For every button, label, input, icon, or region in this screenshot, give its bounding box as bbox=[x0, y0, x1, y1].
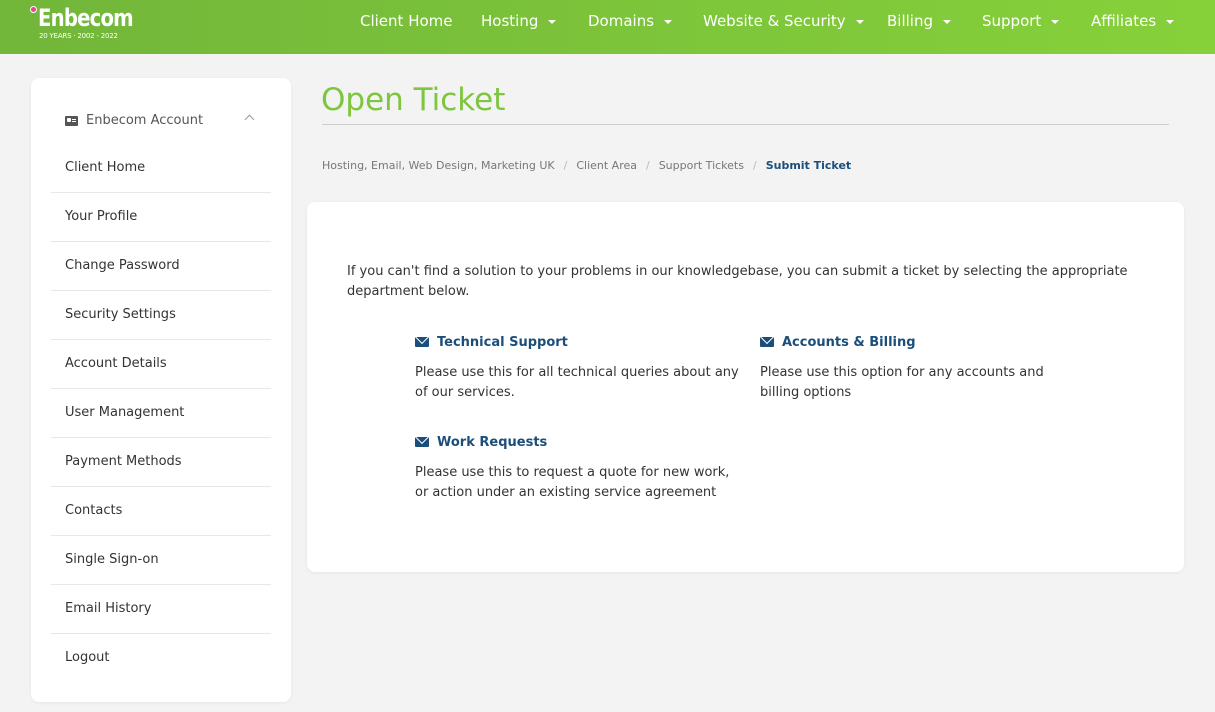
top-navbar bbox=[0, 0, 1215, 54]
logo-name: Enbecom bbox=[38, 4, 133, 32]
sidebar-item-your-profile[interactable]: Your Profile bbox=[51, 193, 271, 242]
nav-domains[interactable] bbox=[588, 12, 672, 30]
nav-label: Affiliates bbox=[1091, 12, 1157, 30]
envelope-icon bbox=[760, 337, 774, 347]
logo-tagline: 20 YEARS · 2002 - 2022 bbox=[39, 32, 118, 40]
id-card-icon bbox=[65, 116, 78, 126]
nav-label: Domains bbox=[588, 12, 655, 30]
department-description: Please use this option for any accounts and billing options bbox=[760, 365, 1044, 400]
sidebar-item-client-home[interactable]: Client Home bbox=[51, 144, 271, 193]
nav-billing[interactable] bbox=[887, 12, 951, 30]
caret-down-icon bbox=[1051, 20, 1059, 24]
department-description: Please use this for all technical queries about any of our services. bbox=[415, 365, 739, 400]
nav-label: Website & Security bbox=[703, 12, 846, 30]
department-name: Accounts & Billing bbox=[782, 334, 916, 350]
sidebar-item-contacts[interactable]: Contacts bbox=[51, 487, 271, 536]
sidebar-item-change-password[interactable]: Change Password bbox=[51, 242, 271, 291]
caret-down-icon bbox=[943, 20, 951, 24]
sidebar-item-payment-methods[interactable]: Payment Methods bbox=[51, 438, 271, 487]
chevron-up-icon[interactable] bbox=[245, 115, 255, 125]
department-panel bbox=[307, 202, 1184, 572]
breadcrumb-item-client-area[interactable]: Client Area bbox=[576, 159, 637, 172]
sidebar-heading[interactable] bbox=[65, 113, 203, 128]
caret-down-icon bbox=[1166, 20, 1174, 24]
nav-label: Client Home bbox=[360, 12, 453, 30]
breadcrumb-separator: / bbox=[563, 159, 568, 172]
department-work-requests bbox=[415, 433, 745, 503]
nav-affiliates[interactable] bbox=[1091, 12, 1174, 30]
department-link-work-requests[interactable] bbox=[415, 433, 745, 451]
account-sidebar bbox=[31, 78, 291, 702]
nav-label: Hosting bbox=[481, 12, 539, 30]
breadcrumb-item-submit-ticket: Submit Ticket bbox=[765, 159, 852, 172]
page-title: Open Ticket bbox=[321, 82, 506, 118]
nav-hosting[interactable] bbox=[481, 12, 556, 30]
nav-label: Support bbox=[982, 12, 1042, 30]
sidebar-menu bbox=[51, 144, 271, 683]
caret-down-icon bbox=[664, 20, 672, 24]
envelope-icon bbox=[415, 437, 429, 447]
caret-down-icon bbox=[548, 20, 556, 24]
sidebar-item-account-details[interactable]: Account Details bbox=[51, 340, 271, 389]
department-technical-support bbox=[415, 333, 745, 403]
sidebar-item-logout[interactable]: Logout bbox=[65, 650, 110, 665]
logo-mark-icon bbox=[30, 6, 37, 13]
department-description: Please use this to request a quote for new work, or action under an existing service agreement bbox=[415, 465, 730, 500]
sidebar-item-single-sign-on[interactable]: Single Sign-on bbox=[51, 536, 271, 585]
sidebar-item-user-management[interactable]: User Management bbox=[51, 389, 271, 438]
envelope-icon bbox=[415, 337, 429, 347]
nav-support[interactable] bbox=[982, 12, 1059, 30]
caret-down-icon bbox=[856, 20, 864, 24]
breadcrumb-separator: / bbox=[645, 159, 650, 172]
nav-client-home[interactable] bbox=[360, 12, 453, 30]
department-link-technical-support[interactable] bbox=[415, 333, 745, 351]
nav-website-security[interactable] bbox=[703, 12, 864, 30]
department-accounts-billing bbox=[760, 333, 1090, 403]
intro-text: If you can't find a solution to your problems in our knowledgebase, you can submit a ticket by selecting the appropriate department below. bbox=[347, 264, 1128, 299]
department-name: Work Requests bbox=[437, 434, 548, 450]
breadcrumb bbox=[322, 159, 851, 172]
brand-logo[interactable] bbox=[30, 4, 140, 44]
department-link-accounts-billing[interactable] bbox=[760, 333, 1090, 351]
breadcrumb-item-support-tickets[interactable]: Support Tickets bbox=[658, 159, 744, 172]
title-divider bbox=[322, 124, 1169, 125]
sidebar-item-security-settings[interactable]: Security Settings bbox=[51, 291, 271, 340]
breadcrumb-separator: / bbox=[752, 159, 757, 172]
department-name: Technical Support bbox=[437, 334, 568, 350]
nav-label: Billing bbox=[887, 12, 933, 30]
breadcrumb-item-home[interactable]: Hosting, Email, Web Design, Marketing UK bbox=[322, 159, 555, 172]
sidebar-heading-label: Enbecom Account bbox=[86, 113, 204, 128]
sidebar-item-email-history[interactable]: Email History bbox=[51, 585, 271, 634]
